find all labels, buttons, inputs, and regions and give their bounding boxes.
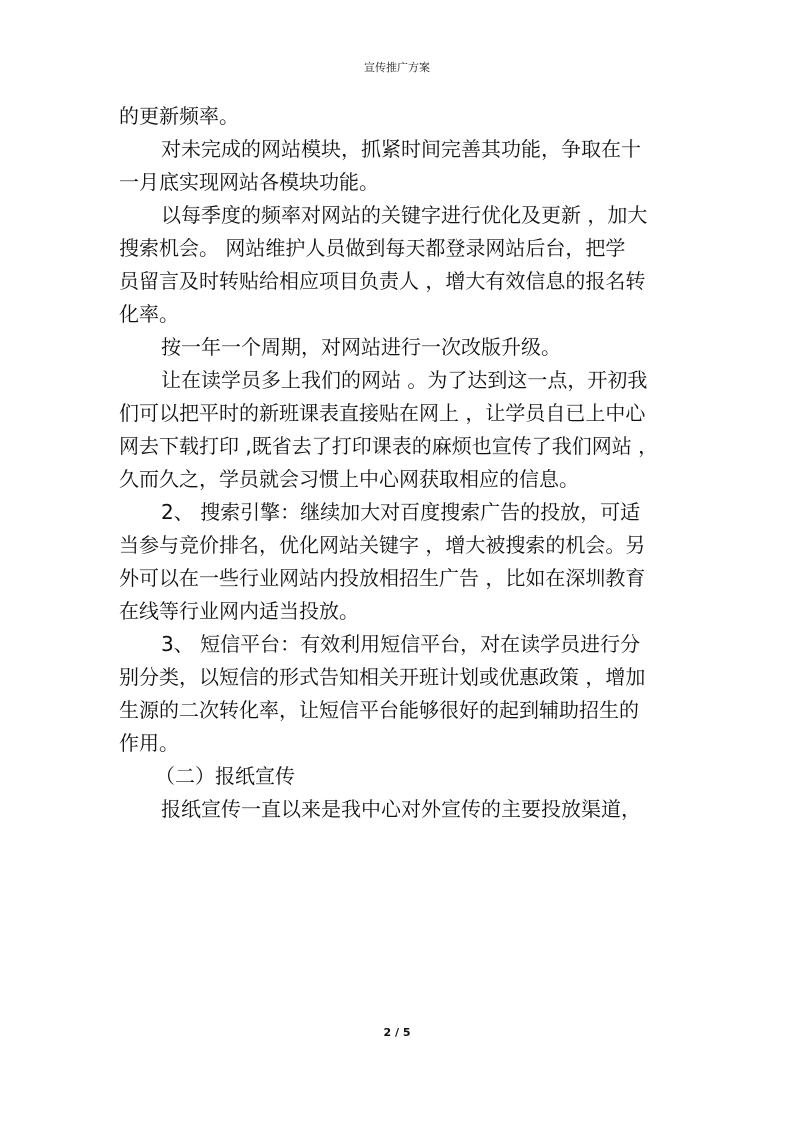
body-line: 对未完成的网站模块，抓紧时间完善其功能，争取在十 (161, 137, 641, 161)
body-line: 以每季度的频率对网站的关键字进行优化及更新 ，加大 (161, 203, 648, 227)
body-line: 外可以在一些行业网站内投放相招生广告 ，比如在深圳教育 (119, 566, 646, 590)
body-line: 一月底实现网站各模块功能。 (119, 170, 379, 194)
section-heading: （二）报纸宣传 (155, 764, 295, 788)
page-header-title: 宣传推广方案 (364, 61, 430, 74)
page-number: 2 / 5 (383, 1026, 411, 1039)
body-line: 让在读学员多上我们的网站 。为了达到这一点，开初我 (161, 368, 648, 392)
document-body (119, 100, 679, 826)
body-line: 化率。 (119, 302, 179, 326)
body-line: 3、 短信平台：有效利用短信平台，对在读学员进行分 (161, 632, 641, 656)
body-line: 生源的二次转化率，让短信平台能够很好的起到辅助招生的 (119, 698, 639, 722)
body-line: 按一年一个周期，对网站进行一次改版升级。 (161, 335, 561, 359)
body-line: 作用。 (119, 731, 179, 755)
body-line: 员留言及时转贴给相应项目负责人 ，增大有效信息的报名转 (119, 269, 646, 293)
body-line: 2、 搜索引擎：继续加大对百度搜索广告的投放，可适 (161, 500, 641, 524)
body-line: 搜索机会。 网站维护人员做到每天都登录网站后台，把学 (119, 236, 626, 260)
body-line: 网去下载打印 ,既省去了打印课表的麻烦也宣传了我们网站 ， (119, 434, 659, 458)
body-line: 的更新频率。 (119, 104, 239, 128)
body-line: 别分类，以短信的形式告知相关开班计划或优惠政策 ，增加 (119, 665, 646, 689)
body-line: 当参与竞价排名，优化网站关键字 ，增大被搜索的机会。另 (119, 533, 646, 557)
body-line: 们可以把平时的新班课表直接贴在网上 ，让学员自已上中心 (119, 401, 646, 425)
body-line: 久而久之，学员就会习惯上中心网获取相应的信息。 (119, 467, 579, 491)
body-line: 在线等行业网内适当投放。 (119, 599, 359, 623)
body-line: 报纸宣传一直以来是我中心对外宣传的主要投放渠道， (161, 797, 641, 821)
